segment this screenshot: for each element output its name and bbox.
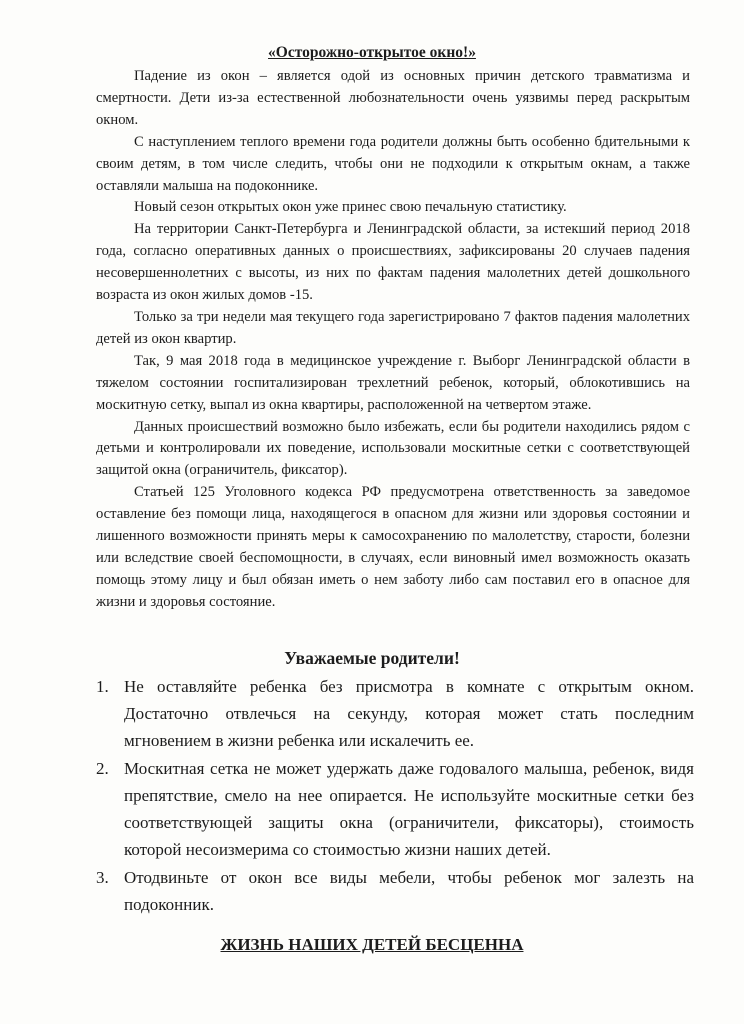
advice-list (96, 673, 694, 919)
paragraph: Новый сезон открытых окон уже принес свою печальную статистику. (134, 199, 567, 216)
document-body (96, 66, 690, 614)
list-item-text: Отодвиньте от окон все виды мебели, чтобы ребенок мог залезть на подоконник. (124, 868, 694, 914)
paragraph: Так, 9 мая 2018 года в медицинское учреждение г. Выборг Ленинградской области в тяжелом состоянии госпитализирован трехлетний ребенок, который, облокотившись на москитную сетку, выпал из окна квартиры, расположенной на четвертом этаже. (96, 352, 690, 413)
list-item-number: 3. (96, 868, 109, 887)
paragraph: С наступлением теплого времени года родители должны быть особенно бдительными к своим детям, в том числе следить, чтобы они не подходили к открытым окнам, а также оставляли малыша на подоконнике. (96, 133, 690, 194)
list-item (96, 755, 694, 863)
paragraph: Падение из окон – является одой из основных причин детского травматизма и смертности. Дети из-за естественной любознательности очень уязвимы перед раскрытым окном. (96, 68, 690, 128)
list-item (96, 673, 694, 754)
paragraph: Только за три недели мая текущего года зарегистрировано 7 фактов падения малолетних детей из окон квартир. (96, 308, 690, 347)
paragraph: Статьей 125 Уголовного кодекса РФ предусмотрена ответственность за заведомое оставление без помощи лица, находящегося в опасном для жизни или здоровья состоянии и лишенного возможности принять меры к самосохранению по малолетству, старости, болезни или вследствие своей беспомощности, в случаях, если виновный имел возможность оказать помощь этому лицу и был обязан иметь о нем заботу либо сам поставил его в опасное для жизни и здоровья состояние. (96, 484, 690, 610)
footer-slogan: ЖИЗНЬ НАШИХ ДЕТЕЙ БЕСЦЕННА (220, 935, 524, 954)
list-item-text: Не оставляйте ребенка без присмотра в комнате с открытым окном. Достаточно отвлечься на секунду, которая может стать последним мгновением в жизни ребенка или искалечить ее. (124, 677, 694, 750)
greeting-heading: Уважаемые родители! (284, 648, 460, 668)
list-item (96, 864, 694, 918)
document-title: «Осторожно-открытое окно!» (268, 44, 476, 61)
paragraph: На территории Санкт-Петербурга и Ленинградской области, за истекший период 2018 года, согласно оперативных данных о происшествиях, зафиксированы 20 случаев падения несовершеннолетних с высоты, из них по фактам падения малолетних детей дошкольного возраста из окон жилых домов -15. (96, 221, 690, 304)
paragraph: Данных происшествий возможно было избежать, если бы родители находились рядом с детьми и контролировали их поведение, использовали москитные сетки с соответствующей защитой окна (ограничитель, фиксатор). (96, 418, 690, 479)
list-item-number: 1. (96, 677, 109, 696)
list-item-number: 2. (96, 759, 109, 778)
list-item-text: Москитная сетка не может удержать даже годовалого малыша, ребенок, видя препятствие, смело на нее опирается. Не используйте москитные сетки без соответствующей защиты окна (ограничители, фиксаторы), стоимость которой несоизмерима со стоимостью жизни наших детей. (124, 759, 694, 859)
